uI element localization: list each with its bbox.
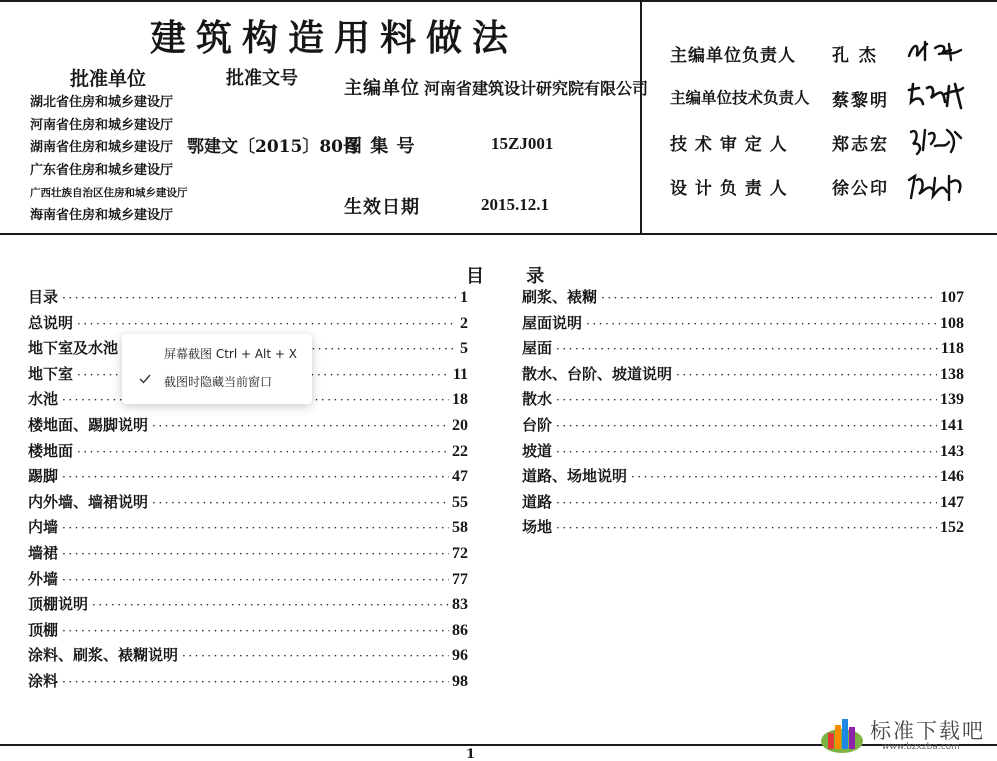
toc-leader-dots <box>586 317 937 331</box>
responsible-name: 蔡黎明 <box>832 91 889 111</box>
toc-entry-title: 内墙 <box>28 518 59 537</box>
toc-entry[interactable] <box>522 286 964 312</box>
toc-entry-page: 20 <box>452 416 468 434</box>
responsible-role: 主编单位负责人 <box>670 46 796 66</box>
approve-unit-label: 批准单位 <box>70 68 147 90</box>
effective-date-value: 2015.12.1 <box>481 195 549 214</box>
watermark-url: www.bzxzba.com <box>882 742 960 752</box>
toc-leader-dots <box>182 649 449 663</box>
toc-entry[interactable] <box>28 644 468 670</box>
toc-entry-title: 水池 <box>28 390 59 409</box>
toc-leader-dots <box>152 419 449 433</box>
toc-entry[interactable] <box>522 312 964 338</box>
toc-entry[interactable] <box>28 670 468 696</box>
effective-date-label: 生效日期 <box>344 197 420 218</box>
toc-leader-dots <box>556 419 937 433</box>
toc-entry-title: 屋面说明 <box>522 313 583 332</box>
toc-entry-title: 目录 <box>28 288 59 306</box>
toc-leader-dots <box>77 317 457 331</box>
chief-unit-value: 河南省建筑设计研究院有限公司 <box>424 79 649 98</box>
menu-item-label: 截图时隐藏当前窗口 <box>164 374 273 389</box>
toc-entry-page: 72 <box>452 544 468 562</box>
toc-entry-page: 58 <box>452 519 468 537</box>
toc-leader-dots <box>556 496 937 510</box>
toc-leader-dots <box>556 342 938 356</box>
toc-entry-title: 涂料 <box>28 671 59 690</box>
toc-entry-page: 55 <box>452 493 468 511</box>
toc-leader-dots <box>62 573 449 587</box>
atlas-number-value: 15ZJ001 <box>491 134 554 153</box>
department: 海南省住房和城乡建设厅 <box>30 207 174 223</box>
toc-entry-page: 1 <box>460 289 468 306</box>
toc-leader-dots <box>556 445 937 459</box>
toc-entry-page: 2 <box>460 314 468 332</box>
toc-entry-title: 散水 <box>522 390 553 409</box>
toc-entry[interactable] <box>28 568 468 594</box>
responsible-role: 技 术 审 定 人 <box>670 135 788 155</box>
toc-entry-title: 楼地面 <box>28 441 74 460</box>
toc-entry-title: 散水、台阶、坡道说明 <box>522 364 673 383</box>
toc-entry-title: 总说明 <box>28 313 74 332</box>
toc-entry-page: 152 <box>940 519 964 537</box>
toc-entry-page: 118 <box>940 340 964 358</box>
check-icon <box>138 372 152 386</box>
toc-leader-dots <box>556 521 937 535</box>
toc-right-column <box>522 286 964 542</box>
toc-entry-title: 地下室及水池 <box>28 339 119 358</box>
toc-heading: 目 录 <box>466 266 563 287</box>
toc-leader-dots <box>62 521 449 535</box>
toc-entry-title: 刷浆、裱糊 <box>522 288 598 306</box>
responsible-role: 设 计 负 责 人 <box>670 179 788 199</box>
toc-entry-title: 涂料、刷浆、裱糊说明 <box>28 646 179 665</box>
toc-entry-page: 107 <box>940 289 964 306</box>
responsible-name: 孔 杰 <box>832 46 878 66</box>
signature-image <box>905 170 967 204</box>
menu-item-screen-capture[interactable] <box>122 340 312 366</box>
screenshot-context-menu <box>122 334 312 404</box>
department: 湖北省住房和城乡建设厅 <box>30 95 174 110</box>
toc-entry-page: 77 <box>452 570 468 588</box>
department: 广西壮族自治区住房和城乡建设厅 <box>30 187 188 199</box>
signature-image <box>905 124 965 158</box>
toc-leader-dots <box>62 291 457 305</box>
toc-entry-title: 墙裙 <box>28 543 59 562</box>
toc-leader-dots <box>556 393 937 407</box>
menu-item-label: 屏幕截图 Ctrl + Alt + X <box>164 346 298 361</box>
toc-entry-title: 地下室 <box>28 364 74 383</box>
toc-entry[interactable] <box>522 388 964 414</box>
department: 湖南省住房和城乡建设厅 <box>30 140 174 155</box>
toc-entry-title: 内外墙、墙裙说明 <box>28 492 149 511</box>
toc-entry-title: 踢脚 <box>28 467 59 486</box>
toc-entry-page: 11 <box>452 365 468 383</box>
toc-entry[interactable] <box>28 619 468 645</box>
signature-image <box>905 80 969 112</box>
document-title: 建筑构造用料做法 <box>150 17 519 59</box>
toc-entry[interactable] <box>522 414 964 440</box>
toc-leader-dots <box>631 470 937 484</box>
toc-entry-page: 146 <box>940 468 964 486</box>
toc-entry-page: 22 <box>452 442 468 460</box>
toc-entry-page: 108 <box>940 314 964 332</box>
toc-entry-page: 18 <box>452 391 468 409</box>
menu-item-hide-window[interactable] <box>122 368 312 394</box>
toc-entry[interactable] <box>28 516 468 542</box>
watermark-text: 标准下载吧 <box>870 719 985 743</box>
responsible-name: 郑志宏 <box>832 135 889 155</box>
bar-logo-icon <box>820 713 866 755</box>
toc-entry-page: 86 <box>452 621 468 639</box>
department: 广东省住房和城乡建设厅 <box>30 162 174 178</box>
toc-entry[interactable] <box>28 542 468 568</box>
toc-leader-dots <box>77 445 449 459</box>
toc-entry-page: 147 <box>940 493 964 511</box>
header-divider <box>640 0 642 233</box>
atlas-number-label: 图 集 号 <box>344 136 416 157</box>
approve-doc-number: 鄂建文〔2015〕80号 <box>187 137 360 157</box>
responsible-name: 徐公印 <box>832 179 889 199</box>
toc-entry-title: 道路 <box>522 492 553 511</box>
toc-entry-title: 楼地面、踢脚说明 <box>28 415 149 434</box>
toc-entry[interactable] <box>28 465 468 491</box>
toc-entry[interactable] <box>522 516 964 542</box>
toc-leader-dots <box>676 368 937 382</box>
toc-entry[interactable] <box>28 491 468 517</box>
toc-entry[interactable] <box>522 363 964 389</box>
toc-entry[interactable] <box>522 465 964 491</box>
toc-entry-title: 场地 <box>522 518 553 537</box>
toc-leader-dots <box>62 547 449 561</box>
toc-entry-title: 顶棚说明 <box>28 595 89 614</box>
toc-entry-page: 83 <box>452 596 468 614</box>
toc-leader-dots <box>62 624 449 638</box>
toc-entry-page: 138 <box>940 365 964 383</box>
watermark <box>820 713 990 755</box>
signature-image <box>905 36 967 66</box>
toc-entry-page: 98 <box>452 672 468 690</box>
responsible-role: 主编单位技术负责人 <box>670 88 810 107</box>
header-top-rule <box>0 0 997 2</box>
toc-entry[interactable] <box>28 286 468 312</box>
toc-entry-title: 屋面 <box>522 339 553 358</box>
toc-entry-page: 143 <box>940 442 964 460</box>
header-bottom-rule <box>0 233 997 235</box>
department: 河南省住房和城乡建设厅 <box>30 117 174 133</box>
toc-entry[interactable] <box>28 440 468 466</box>
toc-entry[interactable] <box>28 593 468 619</box>
toc-entry-title: 道路、场地说明 <box>522 467 628 486</box>
toc-entry-title: 台阶 <box>522 415 553 434</box>
department-list <box>30 92 230 227</box>
toc-entry-title: 外墙 <box>28 569 59 588</box>
toc-entry-page: 141 <box>940 416 964 434</box>
toc-entry[interactable] <box>522 491 964 517</box>
toc-entry-page: 96 <box>452 647 468 665</box>
toc-leader-dots <box>152 496 449 510</box>
approve-doc-label: 批准文号 <box>226 68 298 89</box>
toc-entry[interactable] <box>522 440 964 466</box>
toc-leader-dots <box>92 598 449 612</box>
toc-entry[interactable] <box>28 414 468 440</box>
toc-leader-dots <box>62 675 449 689</box>
toc-entry-page: 47 <box>452 468 468 486</box>
toc-entry-page: 5 <box>460 340 468 358</box>
toc-entry-title: 坡道 <box>522 441 553 460</box>
chief-unit-label: 主编单位 <box>344 78 420 99</box>
toc-leader-dots <box>601 291 937 305</box>
toc-entry-page: 139 <box>940 391 964 409</box>
toc-leader-dots <box>62 470 449 484</box>
page-number: 1 <box>466 747 476 761</box>
toc-entry-title: 顶棚 <box>28 620 59 639</box>
toc-entry[interactable] <box>522 337 964 363</box>
